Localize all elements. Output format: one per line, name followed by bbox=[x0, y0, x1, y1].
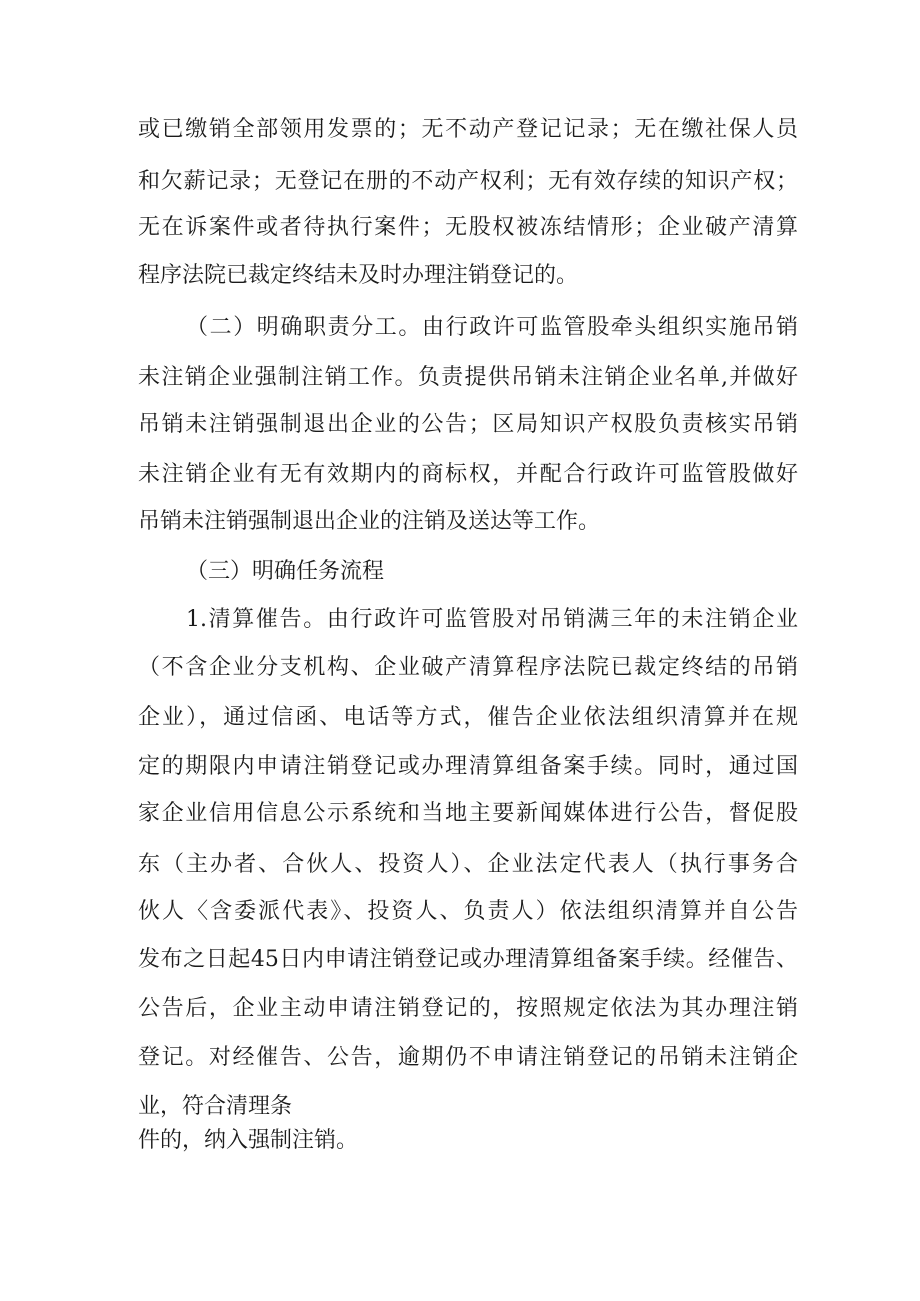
paragraph-line: 程序法院已裁定终结未及时办理注销登记的。 bbox=[138, 263, 579, 288]
section-heading: （三）明确任务流程 bbox=[186, 559, 385, 584]
section-heading-line: （二）明确职责分工。由行政许可监管股牵头组织实施吊销 bbox=[186, 315, 798, 340]
paragraph-line: 企业），通过信函、电话等方式，催告企业依法组织清算并在规 bbox=[138, 705, 798, 730]
paragraph-line: 无在诉案件或者待执行案件；无股权被冻结情形；企业破产清算 bbox=[138, 215, 798, 240]
paragraph-line: 伙人〈含委派代表》、投资人、负责人）依法组织清算并自公告 bbox=[138, 899, 798, 924]
paragraph-line: 或已缴销全部领用发票的；无不动产登记记录；无在缴社保人员 bbox=[138, 117, 798, 142]
paragraph-line: 业，符合清理条 bbox=[138, 1094, 293, 1119]
paragraph-line: 登记。对经催告、公告，逾期仍不申请注销登记的吊销未注销企 bbox=[138, 1045, 798, 1070]
paragraph-line: 吊销未注销强制退出企业的公告；区局知识产权股负责核实吊销 bbox=[138, 412, 798, 437]
paragraph-line: 未注销企业强制注销工作。负责提供吊销未注销企业名单,并做好 bbox=[138, 365, 798, 390]
paragraph-line: 东（主办者、合伙人、投资人）、企业法定代表人（执行事务合 bbox=[138, 852, 798, 877]
paragraph-line: 公告后，企业主动申请注销登记的，按照规定依法为其办理注销 bbox=[138, 996, 798, 1021]
paragraph-line: 定的期限内申请注销登记或办理清算组备案手续。同时，通过国 bbox=[138, 754, 798, 779]
paragraph-line: 发布之日起45日内申请注销登记或办理清算组备案手续。经催告、 bbox=[138, 947, 798, 972]
paragraph-line: 家企业信用信息公示系统和当地主要新闻媒体进行公告，督促股 bbox=[138, 801, 798, 826]
paragraph-line: 1.清算催告。由行政许可监管股对吊销满三年的未注销企业 bbox=[186, 607, 798, 632]
paragraph-line: 未注销企业有无有效期内的商标权，并配合行政许可监管股做好 bbox=[138, 462, 798, 487]
paragraph-line: 件的，纳入强制注销。 bbox=[138, 1128, 359, 1153]
paragraph-line: （不含企业分支机构、企业破产清算程序法院已裁定终结的吊销 bbox=[138, 655, 798, 680]
paragraph-line: 和欠薪记录；无登记在册的不动产权利；无有效存续的知识产权； bbox=[138, 169, 798, 194]
paragraph-line: 吊销未注销强制退出企业的注销及送达等工作。 bbox=[138, 509, 601, 534]
